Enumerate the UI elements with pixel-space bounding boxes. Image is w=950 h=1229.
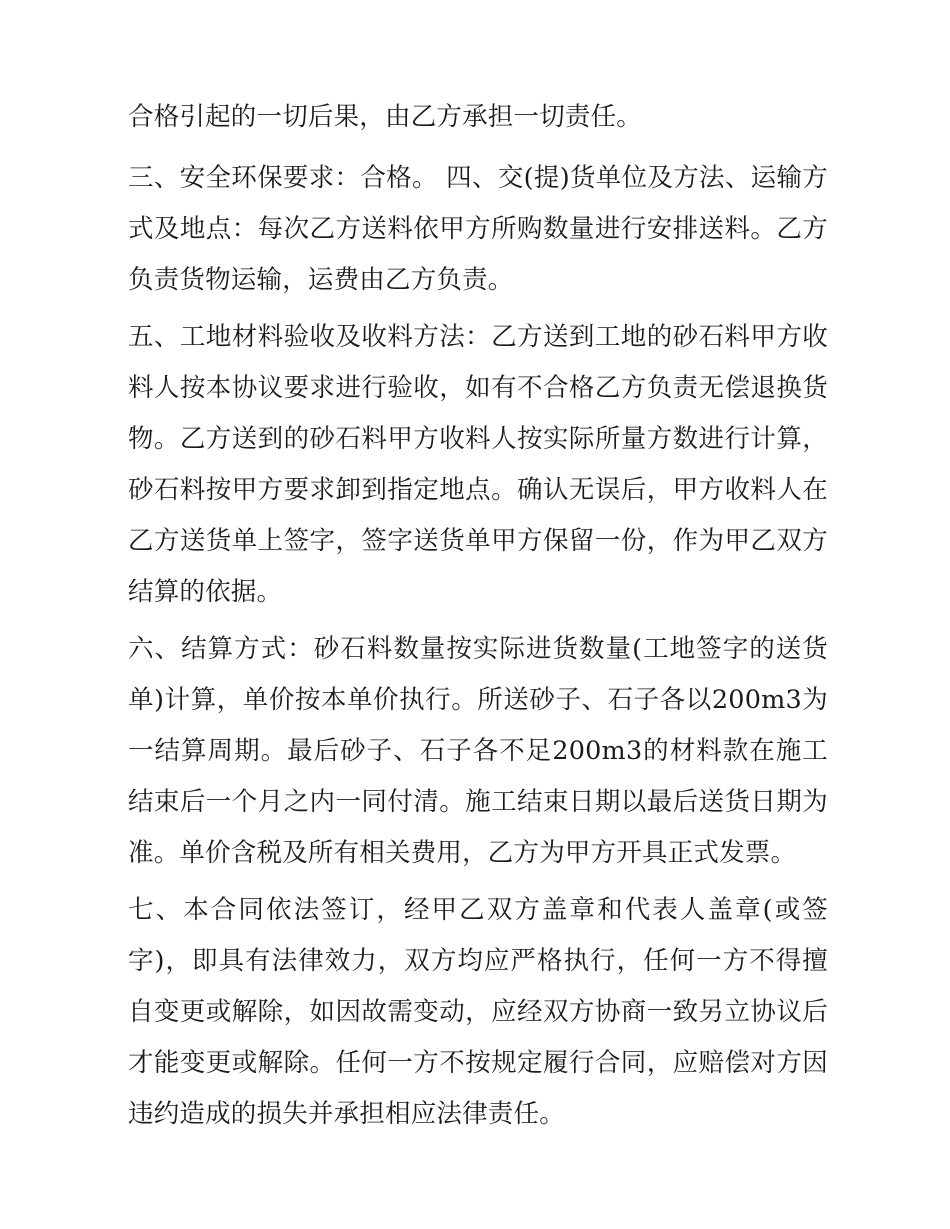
paragraph-clause-five: 五、工地材料验收及收料方法：乙方送到工地的砂石料甲方收料人按本协议要求进行验收，如有不合格乙方负责无偿退换货物。乙方送到的砂石料甲方收料人按实际所量方数进行计算，砂石料按甲方要求卸到指定地点。确认无误后，甲方收料人在乙方送货单上签字，签字送货单甲方保留一份，作为甲乙双方结算的依据。 [128,322,828,607]
paragraph-clause-six: 六、结算方式：砂石料数量按实际进货数量(工地签字的送货单)计算，单价按本单价执行。所送砂子、石子各以200m3为一结算周期。最后砂子、石子各不足200m3的材料款在施工结束后一个月之内一同付清。施工结束日期以最后送货日期为准。单价含税及所有相关费用，乙方为甲方开具正式发票。 [128,634,828,868]
paragraph-clause-three-four: 三、安全环保要求：合格。 四、交(提)货单位及方法、运输方式及地点：每次乙方送料依甲方所购数量进行安排送料。乙方负责货物运输，运费由乙方负责。 [128,163,828,295]
document-body [128,92,828,1140]
paragraph-clause-seven: 七、本合同依法签订，经甲乙双方盖章和代表人盖章(或签字)，即具有法律效力，双方均应严格执行，任何一方不得擅自变更或解除，如因故需变动，应经双方协商一致另立协议后才能变更或解除。任何一方不按规定履行合同，应赔偿对方因违约造成的损失并承担相应法律责任。 [128,895,828,1129]
paragraph-continuation: 合格引起的一切后果，由乙方承担一切责任。 [128,102,643,132]
